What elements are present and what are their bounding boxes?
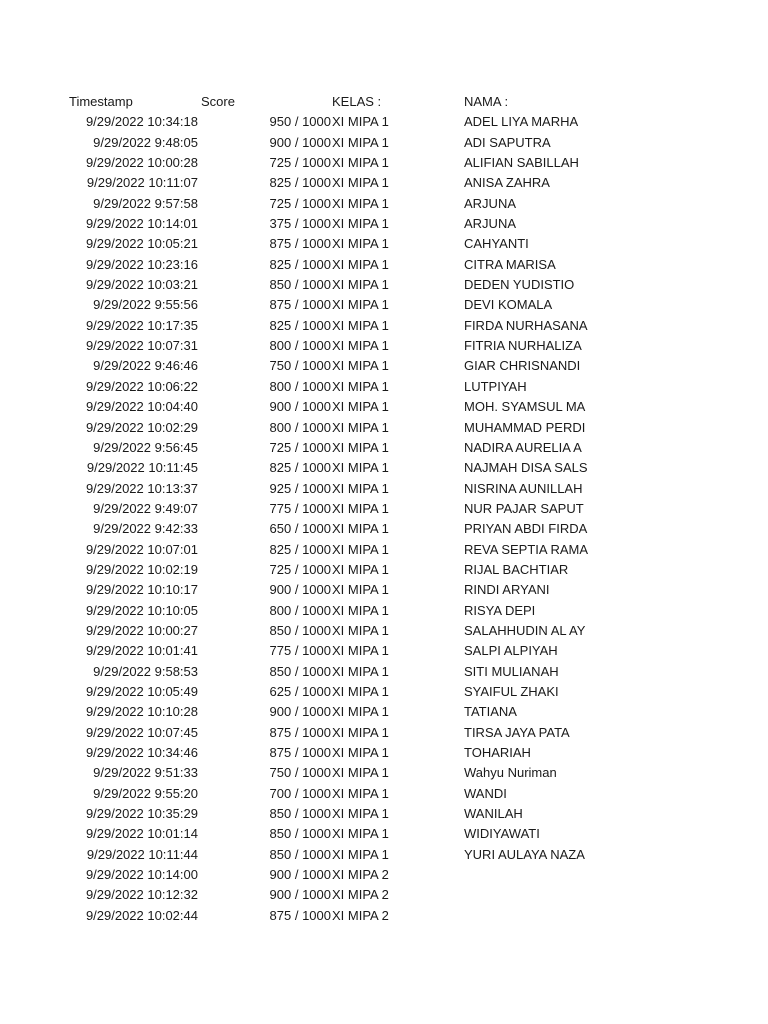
table-row [0, 397, 768, 417]
timestamp-cell: 9/29/2022 10:12:32 [85, 887, 198, 903]
score-cell: 800 / 1000 [269, 602, 331, 618]
table-row [0, 580, 768, 600]
timestamp-cell: 9/29/2022 10:34:18 [85, 114, 198, 130]
score-cell: 375 / 1000 [269, 216, 331, 232]
table-row [0, 336, 768, 356]
nama-cell: DEDEN YUDISTIO [464, 277, 575, 293]
nama-cell: NISRINA AUNILLAH [464, 480, 583, 496]
header-nama: NAMA : [464, 94, 509, 109]
table-row [0, 356, 768, 376]
table-row [0, 702, 768, 722]
nama-cell: FIRDA NURHASANA [464, 317, 588, 333]
table-row [0, 519, 768, 539]
table-row [0, 906, 768, 926]
score-cell: 825 / 1000 [269, 541, 331, 557]
nama-cell: PRIYAN ABDI FIRDA [464, 521, 588, 537]
nama-cell: TOHARIAH [464, 745, 531, 760]
timestamp-cell: 9/29/2022 10:10:05 [85, 602, 198, 618]
table-row [0, 885, 768, 905]
timestamp-cell: 9/29/2022 10:06:22 [85, 378, 198, 394]
timestamp-cell: 9/29/2022 10:05:21 [85, 236, 198, 252]
score-cell: 900 / 1000 [269, 582, 331, 598]
kelas-cell: XI MIPA 1 [332, 175, 389, 191]
timestamp-cell: 9/29/2022 10:05:49 [85, 683, 198, 699]
kelas-cell: XI MIPA 1 [332, 561, 389, 577]
timestamp-cell: 9/29/2022 9:57:58 [93, 195, 198, 211]
kelas-cell: XI MIPA 1 [332, 643, 389, 659]
table-row [0, 540, 768, 560]
kelas-cell: XI MIPA 1 [332, 439, 389, 455]
table-row [0, 173, 768, 193]
timestamp-cell: 9/29/2022 10:14:01 [85, 216, 198, 232]
timestamp-cell: 9/29/2022 9:55:20 [93, 785, 198, 801]
kelas-cell: XI MIPA 1 [332, 236, 389, 252]
score-cell: 825 / 1000 [269, 317, 331, 333]
score-cell: 850 / 1000 [269, 846, 331, 862]
table-row [0, 560, 768, 580]
score-cell: 900 / 1000 [269, 867, 331, 883]
timestamp-cell: 9/29/2022 9:51:33 [93, 765, 198, 781]
kelas-cell: XI MIPA 1 [332, 806, 389, 822]
table-row [0, 275, 768, 295]
score-cell: 850 / 1000 [269, 663, 331, 679]
table-row [0, 743, 768, 763]
table-row [0, 804, 768, 824]
score-cell: 875 / 1000 [269, 745, 331, 760]
table-row [0, 784, 768, 804]
header-row [0, 92, 768, 112]
kelas-cell: XI MIPA 1 [332, 114, 389, 130]
score-cell: 875 / 1000 [269, 236, 331, 252]
score-cell: 750 / 1000 [269, 358, 331, 374]
score-cell: 825 / 1000 [269, 256, 331, 272]
nama-cell: Wahyu Nuriman [464, 765, 557, 781]
timestamp-cell: 9/29/2022 10:02:19 [85, 561, 198, 577]
score-cell: 650 / 1000 [269, 521, 331, 537]
table-row [0, 763, 768, 783]
nama-cell: YURI AULAYA NAZA [464, 846, 585, 862]
timestamp-cell: 9/29/2022 10:13:37 [85, 480, 198, 496]
kelas-cell: XI MIPA 1 [332, 277, 389, 293]
timestamp-cell: 9/29/2022 10:07:45 [85, 724, 198, 740]
score-cell: 775 / 1000 [269, 643, 331, 659]
timestamp-cell: 9/29/2022 10:02:29 [85, 419, 198, 435]
timestamp-cell: 9/29/2022 10:03:21 [85, 277, 198, 293]
score-cell: 900 / 1000 [269, 887, 331, 903]
kelas-cell: XI MIPA 1 [332, 155, 389, 171]
kelas-cell: XI MIPA 1 [332, 683, 389, 699]
nama-cell: ALIFIAN SABILLAH [464, 155, 579, 171]
score-cell: 800 / 1000 [269, 419, 331, 435]
timestamp-cell: 9/29/2022 9:49:07 [93, 500, 198, 516]
kelas-cell: XI MIPA 1 [332, 297, 389, 313]
table-row [0, 479, 768, 499]
score-cell: 875 / 1000 [269, 297, 331, 313]
table-row [0, 865, 768, 885]
nama-cell: WANILAH [464, 806, 523, 822]
kelas-cell: XI MIPA 2 [332, 867, 389, 883]
kelas-cell: XI MIPA 1 [332, 622, 389, 638]
kelas-cell: XI MIPA 1 [332, 826, 389, 842]
timestamp-cell: 9/29/2022 10:10:28 [85, 704, 198, 720]
nama-cell: SALAHHUDIN AL AY [464, 622, 586, 638]
nama-cell: FITRIA NURHALIZA [464, 338, 582, 354]
score-cell: 850 / 1000 [269, 277, 331, 293]
timestamp-cell: 9/29/2022 10:11:45 [86, 460, 198, 476]
table-row [0, 255, 768, 275]
table-row [0, 641, 768, 661]
nama-cell: MUHAMMAD PERDI [464, 419, 586, 435]
nama-cell: GIAR CHRISNANDI [464, 358, 581, 374]
timestamp-cell: 9/29/2022 10:10:17 [85, 582, 198, 598]
score-cell: 950 / 1000 [269, 114, 331, 130]
score-cell: 825 / 1000 [269, 175, 331, 191]
nama-cell: REVA SEPTIA RAMA [464, 541, 589, 557]
score-cell: 850 / 1000 [269, 826, 331, 842]
nama-cell: SALPI ALPIYAH [464, 643, 558, 659]
nama-cell: SYAIFUL ZHAKI [464, 683, 559, 699]
score-cell: 800 / 1000 [269, 378, 331, 394]
timestamp-cell: 9/29/2022 9:58:53 [93, 663, 198, 679]
kelas-cell: XI MIPA 1 [332, 765, 389, 781]
kelas-cell: XI MIPA 1 [332, 500, 389, 516]
score-cell: 725 / 1000 [269, 439, 331, 455]
nama-cell: DEVI KOMALA [464, 297, 553, 313]
kelas-cell: XI MIPA 1 [332, 480, 389, 496]
nama-cell: ANISA ZAHRA [464, 175, 550, 191]
score-cell: 850 / 1000 [269, 622, 331, 638]
score-cell: 900 / 1000 [269, 704, 331, 720]
header-timestamp: Timestamp [69, 94, 133, 109]
kelas-cell: XI MIPA 1 [332, 785, 389, 801]
nama-cell: RIJAL BACHTIAR [464, 561, 569, 577]
table-row [0, 316, 768, 336]
header-score: Score [201, 94, 235, 109]
kelas-cell: XI MIPA 1 [332, 317, 389, 333]
header-kelas: KELAS : [332, 94, 382, 109]
nama-cell: WIDIYAWATI [464, 826, 540, 842]
kelas-cell: XI MIPA 1 [332, 256, 389, 272]
table-body [0, 112, 768, 926]
score-cell: 850 / 1000 [269, 806, 331, 822]
timestamp-cell: 9/29/2022 10:00:28 [85, 155, 198, 171]
timestamp-cell: 9/29/2022 9:56:45 [93, 439, 198, 455]
table-row [0, 438, 768, 458]
table-row [0, 621, 768, 641]
kelas-cell: XI MIPA 1 [332, 216, 389, 232]
kelas-cell: XI MIPA 1 [332, 521, 389, 537]
table-row [0, 153, 768, 173]
timestamp-cell: 9/29/2022 10:23:16 [85, 256, 198, 272]
nama-cell: NADIRA AURELIA A [464, 439, 582, 455]
kelas-cell: XI MIPA 2 [332, 907, 389, 923]
table-row [0, 112, 768, 132]
kelas-cell: XI MIPA 1 [332, 582, 389, 598]
nama-cell: ARJUNA [464, 195, 517, 211]
table-row [0, 234, 768, 254]
table-row [0, 499, 768, 519]
score-cell: 725 / 1000 [269, 155, 331, 171]
score-table [0, 92, 768, 926]
kelas-cell: XI MIPA 1 [332, 338, 389, 354]
timestamp-cell: 9/29/2022 10:07:01 [85, 541, 198, 557]
nama-cell: ADI SAPUTRA [464, 134, 551, 150]
timestamp-cell: 9/29/2022 9:46:46 [93, 358, 198, 374]
nama-cell: TIRSA JAYA PATA [464, 724, 570, 740]
score-cell: 875 / 1000 [269, 724, 331, 740]
table-row [0, 824, 768, 844]
timestamp-cell: 9/29/2022 10:01:41 [85, 643, 198, 659]
kelas-cell: XI MIPA 1 [332, 704, 389, 720]
timestamp-cell: 9/29/2022 10:01:14 [85, 826, 198, 842]
table-row [0, 418, 768, 438]
timestamp-cell: 9/29/2022 10:02:44 [85, 907, 198, 923]
timestamp-cell: 9/29/2022 9:42:33 [93, 521, 198, 537]
score-cell: 625 / 1000 [269, 683, 331, 699]
score-cell: 900 / 1000 [269, 399, 331, 415]
score-cell: 875 / 1000 [269, 907, 331, 923]
table-row [0, 662, 768, 682]
kelas-cell: XI MIPA 1 [332, 399, 389, 415]
kelas-cell: XI MIPA 1 [332, 419, 389, 435]
timestamp-cell: 9/29/2022 10:35:29 [85, 806, 198, 822]
table-row [0, 194, 768, 214]
kelas-cell: XI MIPA 1 [332, 745, 389, 760]
timestamp-cell: 9/29/2022 10:34:46 [85, 745, 198, 760]
kelas-cell: XI MIPA 1 [332, 460, 389, 476]
timestamp-cell: 9/29/2022 10:17:35 [85, 317, 198, 333]
table-row [0, 133, 768, 153]
timestamp-cell: 9/29/2022 10:07:31 [85, 338, 198, 354]
table-row [0, 377, 768, 397]
score-cell: 725 / 1000 [269, 561, 331, 577]
nama-cell: CITRA MARISA [464, 256, 556, 272]
nama-cell: CAHYANTI [464, 236, 529, 252]
kelas-cell: XI MIPA 1 [332, 602, 389, 618]
timestamp-cell: 9/29/2022 10:00:27 [85, 622, 198, 638]
score-cell: 925 / 1000 [269, 480, 331, 496]
nama-cell: ADEL LIYA MARHA [464, 114, 579, 130]
nama-cell: ARJUNA [464, 216, 517, 232]
score-cell: 775 / 1000 [269, 500, 331, 516]
nama-cell: TATIANA [464, 704, 517, 720]
table-row [0, 845, 768, 865]
table-row [0, 601, 768, 621]
score-cell: 900 / 1000 [269, 134, 331, 150]
kelas-cell: XI MIPA 1 [332, 663, 389, 679]
nama-cell: NAJMAH DISA SALS [464, 460, 588, 476]
nama-cell: MOH. SYAMSUL MA [464, 399, 586, 415]
kelas-cell: XI MIPA 1 [332, 724, 389, 740]
timestamp-cell: 9/29/2022 10:11:07 [86, 175, 198, 191]
nama-cell: RISYA DEPI [464, 602, 536, 618]
kelas-cell: XI MIPA 1 [332, 846, 389, 862]
score-cell: 700 / 1000 [269, 785, 331, 801]
kelas-cell: XI MIPA 1 [332, 195, 389, 211]
nama-cell: NUR PAJAR SAPUT [464, 500, 584, 516]
nama-cell: SITI MULIANAH [464, 663, 559, 679]
table-row [0, 295, 768, 315]
table-row [0, 458, 768, 478]
table-row [0, 214, 768, 234]
kelas-cell: XI MIPA 2 [332, 887, 389, 903]
score-cell: 825 / 1000 [269, 460, 331, 476]
kelas-cell: XI MIPA 1 [332, 378, 389, 394]
kelas-cell: XI MIPA 1 [332, 541, 389, 557]
kelas-cell: XI MIPA 1 [332, 134, 389, 150]
timestamp-cell: 9/29/2022 9:55:56 [93, 297, 198, 313]
score-cell: 750 / 1000 [269, 765, 331, 781]
timestamp-cell: 9/29/2022 10:14:00 [85, 867, 198, 883]
timestamp-cell: 9/29/2022 10:11:44 [86, 846, 198, 862]
score-cell: 800 / 1000 [269, 338, 331, 354]
table-row [0, 723, 768, 743]
kelas-cell: XI MIPA 1 [332, 358, 389, 374]
score-cell: 725 / 1000 [269, 195, 331, 211]
nama-cell: LUTPIYAH [464, 378, 527, 394]
timestamp-cell: 9/29/2022 10:04:40 [85, 399, 198, 415]
nama-cell: WANDI [464, 785, 507, 801]
timestamp-cell: 9/29/2022 9:48:05 [93, 134, 198, 150]
table-row [0, 682, 768, 702]
nama-cell: RINDI ARYANI [464, 582, 550, 598]
